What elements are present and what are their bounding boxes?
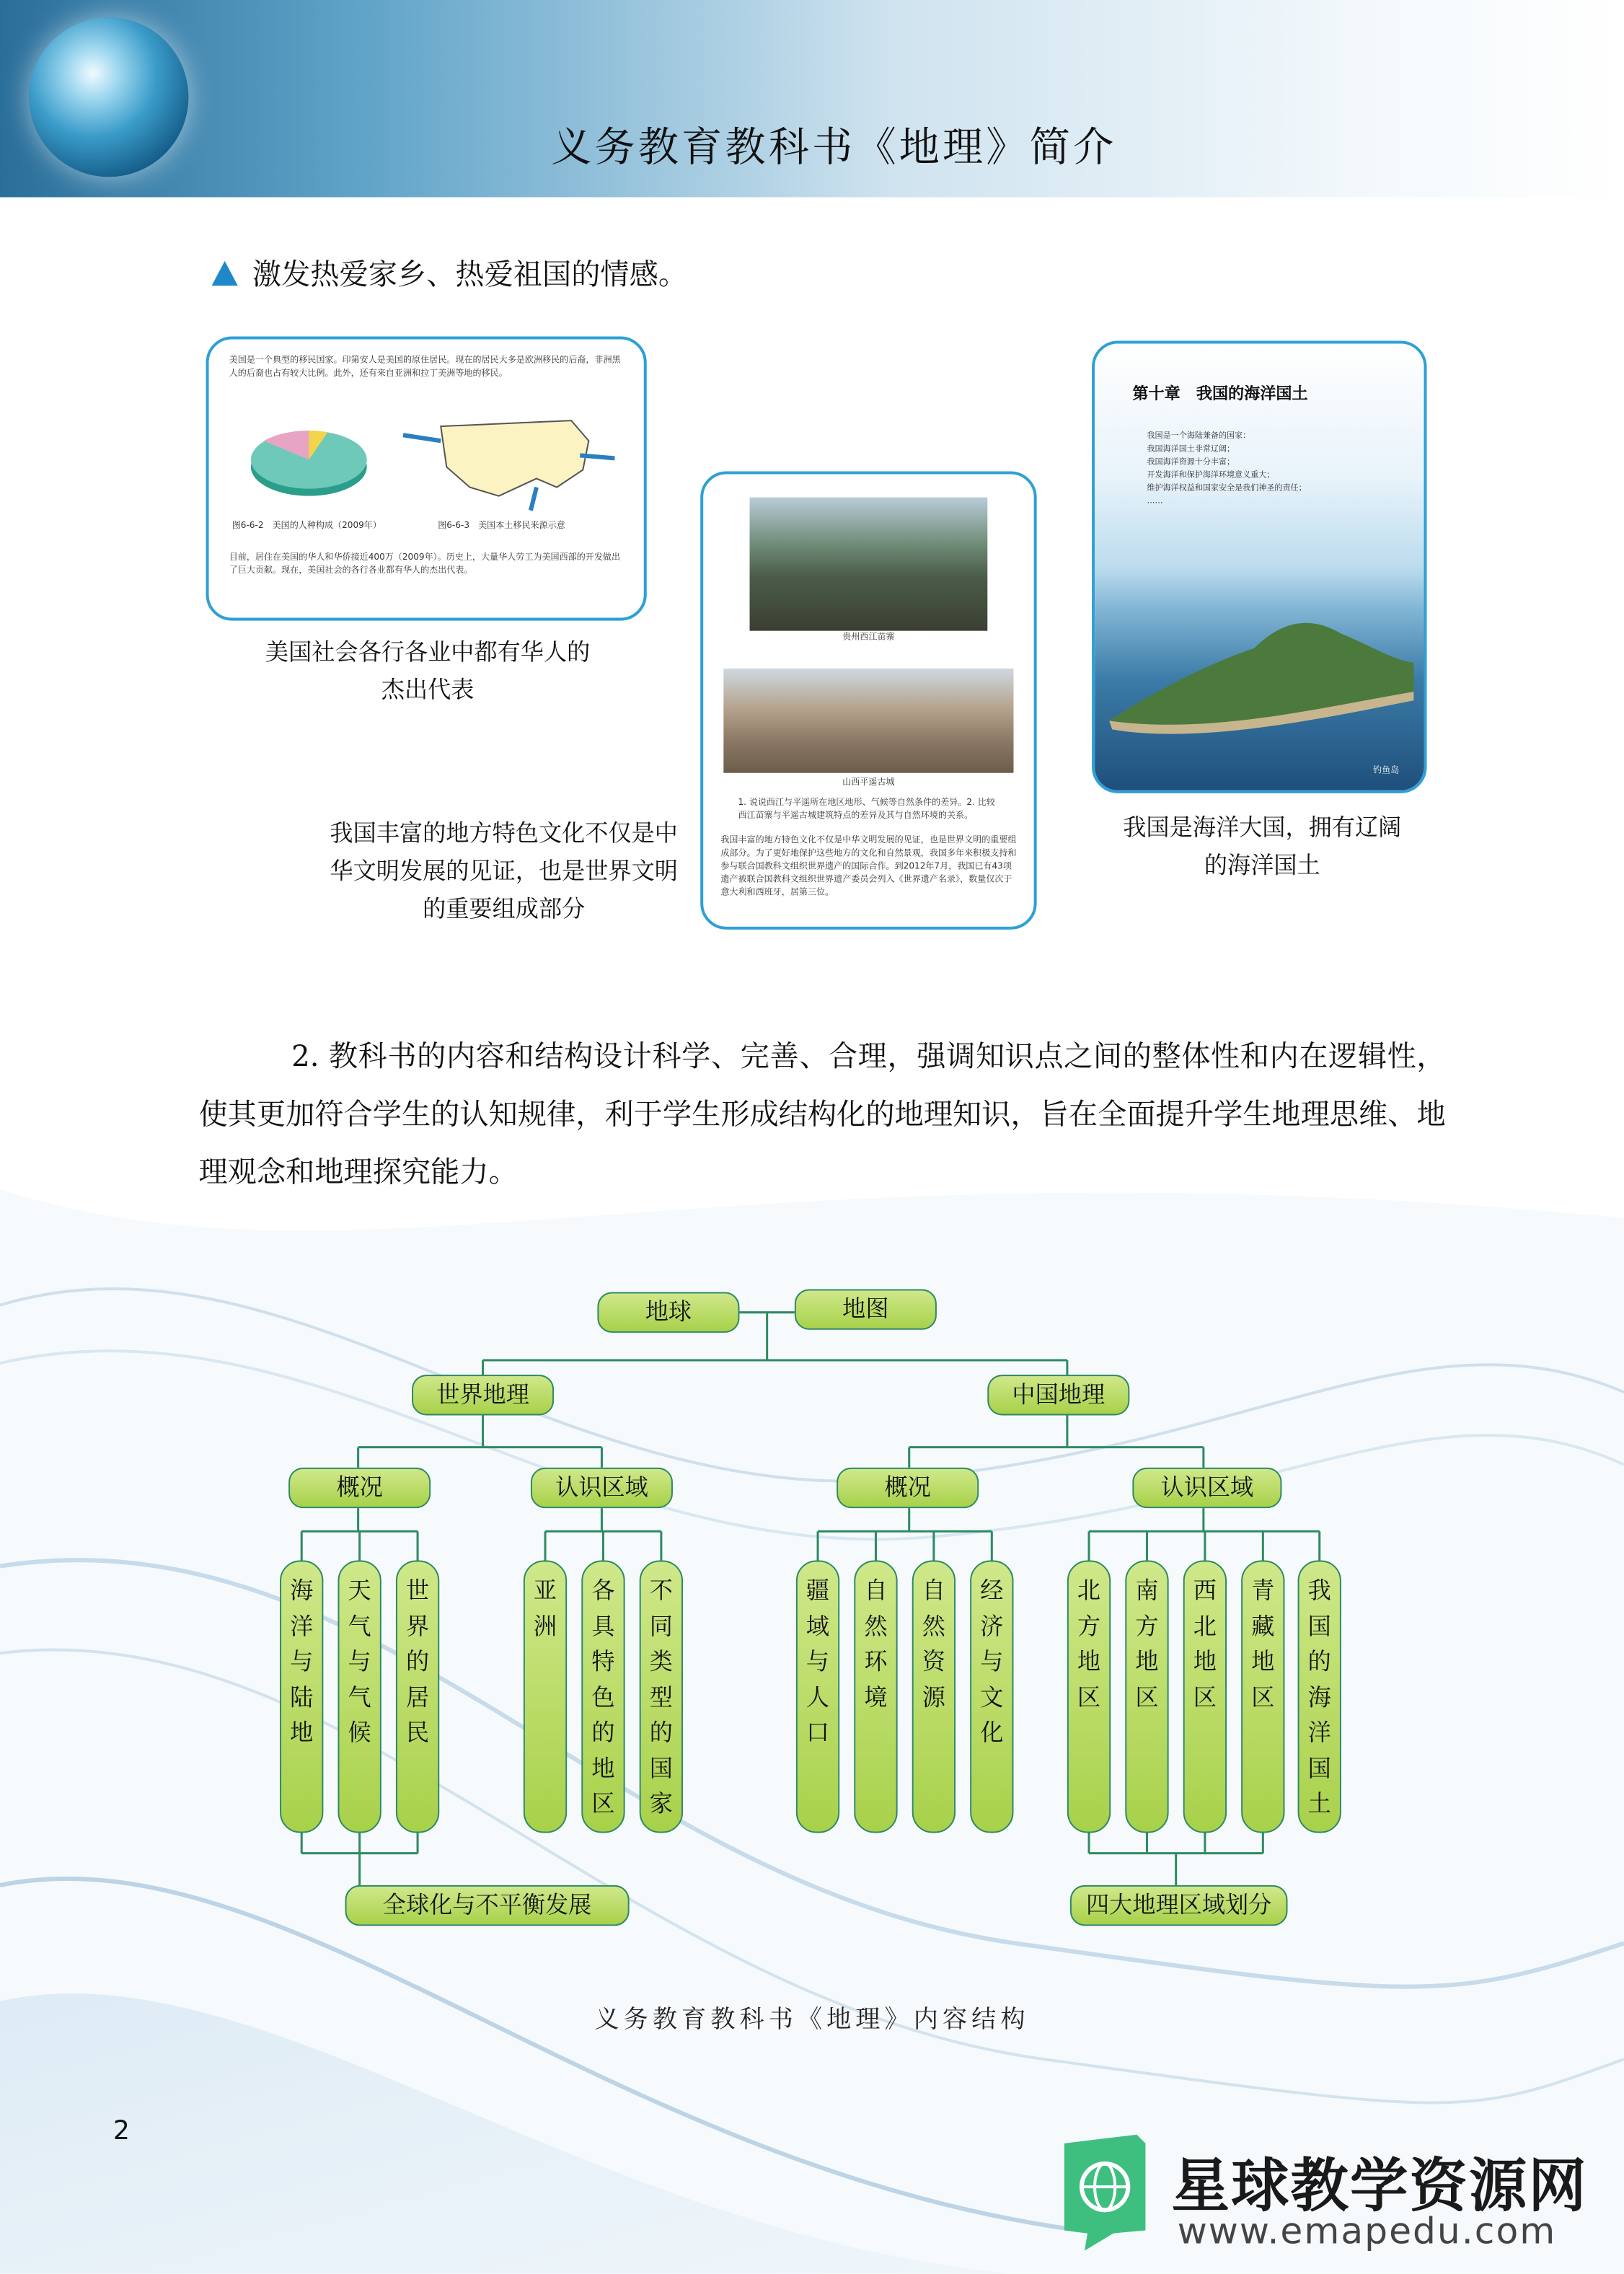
photo-label: 山西平遥古城	[842, 777, 895, 788]
site-logo-name: 星球教学资源网	[1171, 2153, 1588, 2221]
node-world-overview: 概况	[288, 1468, 431, 1508]
node-world-geography: 世界地理	[412, 1375, 554, 1415]
textbook-excerpt-ocean	[1092, 341, 1426, 793]
chapter-point: 维护海洋权益和国家安全是我们神圣的责任；	[1147, 484, 1307, 493]
bullet-point	[212, 251, 688, 293]
chapter-point: 我国是一个海陆兼备的国家：	[1147, 432, 1251, 441]
book-globe-logo-icon	[1056, 2135, 1155, 2251]
page-title: 义务教育教科书《地理》简介	[551, 123, 1117, 172]
leaf-china-overview-2: 自 然 环 境	[854, 1561, 897, 1833]
leaf-world-overview-2: 天 气 与 气 候	[337, 1561, 381, 1833]
page-number: 2	[112, 2115, 130, 2146]
leaf-world-overview-1: 海 洋 与 陆 地	[280, 1561, 323, 1833]
page-header	[0, 0, 1624, 197]
pie-chart-icon	[244, 420, 374, 505]
leaf-china-overview-1: 疆 域 与 人 口	[796, 1561, 839, 1833]
activity-questions: 1. 说说西江与平遥所在地区地形、气候等自然条件的差异。2. 比较西江苗寨与平遥古城建筑特点的差异及其与自然环境的关系。	[738, 797, 995, 821]
leaf-china-overview-3: 自 然 资 源	[912, 1561, 956, 1833]
body-paragraph-text: 2. 教科书的内容和结构设计科学、完善、合理，强调知识点之间的整体性和内在逻辑性，使其更加符合学生的认知规律，利于学生形成结构化的地理知识，旨在全面提升学生地理思维、地理观念和地理探究能力。	[198, 1038, 1446, 1189]
leaf-china-overview-4: 经 济 与 文 化	[970, 1561, 1013, 1833]
leaf-world-regions-3: 不 同 类 型 的 国 家	[640, 1561, 683, 1833]
node-earth: 地球	[597, 1292, 739, 1333]
triangle-bullet-icon	[212, 261, 238, 286]
leaf-world-regions-2: 各 具 特 色 的 地 区	[581, 1561, 625, 1833]
node-world-regions: 认识区域	[531, 1468, 673, 1508]
card1-caption: 美国社会各行各业中都有华人的杰出代表	[265, 638, 591, 704]
bullet-text: 激发热爱家乡、热爱祖国的情感。	[252, 256, 688, 292]
card3-caption: 我国是海洋大国，拥有辽阔的海洋国土	[1123, 814, 1402, 879]
chapter-point: 我国海洋国土非常辽阔；	[1147, 445, 1235, 454]
textbook-excerpt-culture	[700, 471, 1036, 929]
chapter-title: 第十章 我国的海洋国土	[1132, 384, 1308, 403]
node-china-regions: 认识区域	[1132, 1468, 1281, 1508]
leaf-world-overview-3: 世 界 的 居 民	[396, 1561, 439, 1833]
body-paragraph	[198, 1027, 1445, 1201]
usa-map-icon	[397, 406, 615, 514]
leaf-china-regions-5: 我 国 的 海 洋 国 土	[1298, 1561, 1341, 1833]
figure-caption-2: 图6-6-3 美国本土移民来源示意	[438, 520, 565, 531]
figure-caption-1: 图6-6-2 美国的人种构成（2009年）	[231, 520, 381, 531]
island-illustration	[1095, 604, 1424, 749]
site-logo-url[interactable]: www.emapedu.com	[1177, 2210, 1557, 2252]
diagram-caption: 义务教育教科书《地理》内容结构	[594, 2005, 1030, 2035]
globe-icon	[29, 17, 188, 177]
chapter-point: 开发海洋和保护海洋环境意义重大；	[1147, 471, 1275, 480]
node-china-geography: 中国地理	[987, 1375, 1129, 1415]
leaf-china-regions-1: 北 方 地 区	[1067, 1561, 1111, 1833]
village-photo	[750, 498, 988, 631]
leaf-china-regions-3: 西 北 地 区	[1183, 1561, 1227, 1833]
node-map: 地图	[795, 1290, 937, 1330]
leaf-world-regions-1: 亚 洲	[524, 1561, 567, 1833]
leaf-china-regions-2: 南 方 地 区	[1125, 1561, 1168, 1833]
chapter-points	[1147, 431, 1393, 509]
node-four-regions: 四大地理区域划分	[1070, 1885, 1288, 1926]
photo-label: 贵州西江苗寨	[842, 632, 895, 643]
leaf-china-regions-4: 青 藏 地 区	[1241, 1561, 1284, 1833]
ancient-city-photo	[723, 669, 1013, 773]
textbook-excerpt-usa	[206, 336, 647, 620]
node-globalization: 全球化与不平衡发展	[345, 1885, 630, 1926]
chapter-point: 我国海洋资源十分丰富；	[1147, 458, 1235, 467]
card2-caption: 我国丰富的地方特色文化不仅是中华文明发展的见证，也是世界文明的重要组成部分	[330, 819, 679, 922]
island-label: 钓鱼岛	[1373, 765, 1400, 776]
chapter-point: ……	[1147, 497, 1163, 506]
excerpt-paragraph: 我国丰富的地方特色文化不仅是中华文明发展的见证，也是世界文明的重要组成部分。为了更好地保护这些地方的文化和自然景观，我国多年来积极支持和参与联合国教科文组织世界遗产的国际合作。到2012年7月，我国已有43项遗产被联合国教科文组织世界遗产委员会列入《世界遗产名录》，数量仅次于意大利和西班牙，居第三位。	[720, 835, 1017, 898]
node-china-overview: 概况	[837, 1468, 979, 1508]
excerpt-paragraph: 美国是一个典型的移民国家。印第安人是美国的原住居民。现在的居民大多是欧洲移民的后裔，非洲黑人的后裔也占有较大比例。此外，还有来自亚洲和拉丁美洲等地的移民。	[229, 355, 621, 379]
excerpt-paragraph: 目前，居住在美国的华人和华侨接近400万（2009年）。历史上，大量华人劳工为美国西部的开发做出了巨大贡献。现在，美国社会的各行各业都有华人的杰出代表。	[229, 552, 621, 576]
